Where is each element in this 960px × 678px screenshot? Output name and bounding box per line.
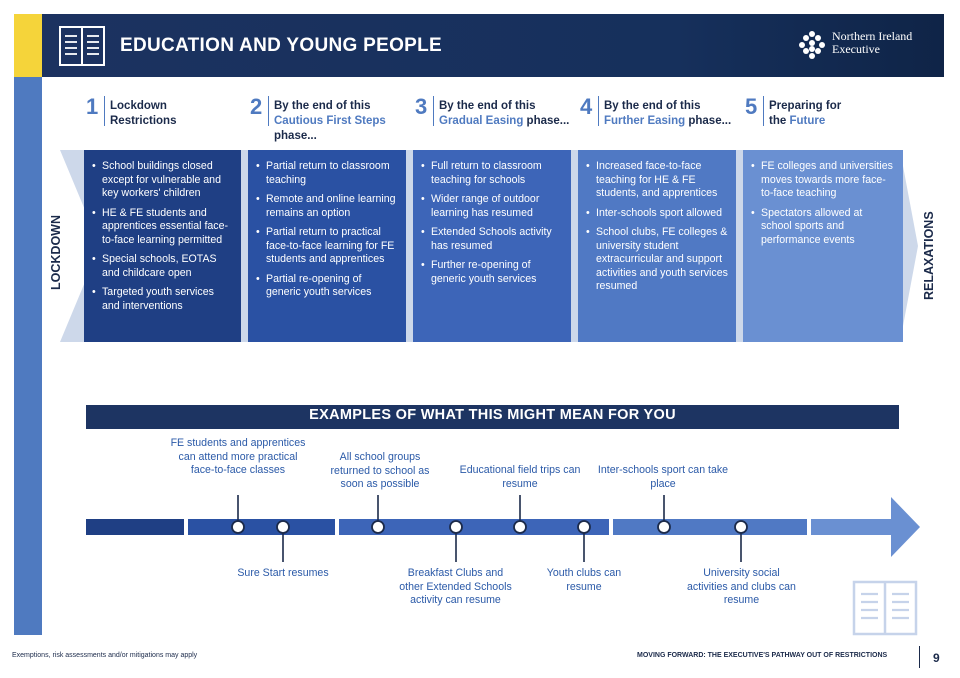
svg-text:RELAXATIONS: RELAXATIONS	[922, 211, 936, 300]
phase-divider	[268, 96, 269, 126]
phase-title-line	[769, 114, 841, 129]
phase-header-1	[86, 96, 241, 142]
faded-book-icon	[852, 580, 918, 636]
timeline-segment-5	[811, 519, 891, 535]
list-item: • Wider range of outdoor learning has resumed	[431, 193, 563, 220]
timeline-segment-2	[188, 519, 335, 535]
phase-panel-5	[743, 150, 903, 342]
timeline	[86, 492, 926, 564]
list-item: • HE & FE students and apprentices essential face-to-face learning permitted	[102, 207, 233, 248]
phase-title	[274, 99, 386, 144]
page-title: EDUCATION AND YOUNG PEOPLE	[120, 35, 443, 56]
phase-header-5	[745, 96, 900, 142]
phase-list	[248, 150, 406, 300]
list-item: • Full return to classroom teaching for schools	[431, 160, 563, 187]
timeline-segment-4	[613, 519, 807, 535]
phase-title-line: Preparing for	[769, 100, 842, 112]
phase-divider	[433, 96, 434, 126]
phase-title-line	[439, 114, 569, 129]
list-item: • Further re-opening of generic youth services	[431, 259, 563, 286]
phase-title-line: By the end of this	[439, 100, 536, 112]
logo-text	[832, 30, 912, 56]
timeline-note-below: Sure Start resumes	[237, 567, 329, 579]
timeline-segment-1	[86, 519, 184, 535]
lockdown-label	[47, 206, 65, 296]
timeline-marker	[658, 521, 670, 533]
list-item: • Special schools, EOTAS and childcare open	[102, 253, 233, 280]
list-item: • Partial return to classroom teaching	[266, 160, 398, 187]
footer-divider	[919, 646, 920, 668]
timeline-marker	[578, 521, 590, 533]
timeline-note-above: FE students and apprentices can attend more practical face-to-face classes	[170, 437, 306, 476]
timeline-arrowhead	[891, 497, 920, 557]
book-icon	[58, 25, 106, 67]
phase-panel-2	[248, 150, 406, 342]
phase-panel-1	[84, 150, 241, 342]
timeline-marker	[232, 521, 244, 533]
relaxations-label	[920, 194, 938, 304]
phase-title	[769, 99, 841, 129]
phase-header-4	[580, 96, 740, 142]
list-item: • Remote and online learning remains an option	[266, 193, 398, 220]
phase-title	[439, 99, 569, 129]
phase-number: 3	[415, 94, 428, 119]
phase-number: 5	[745, 94, 758, 119]
phase-title-line: phase...	[274, 130, 317, 142]
header-accent-bar	[14, 14, 42, 77]
phase-title-suffix: phase...	[523, 115, 570, 127]
timeline-note-above: All school groups returned to school as soon as possible	[330, 451, 430, 490]
timeline-marker	[450, 521, 462, 533]
timeline-note-below: Youth clubs can resume	[546, 567, 622, 593]
phase-title-line: Lockdown	[110, 100, 167, 112]
phase-title	[110, 99, 176, 129]
phase-title-prefix: the	[769, 115, 790, 127]
timeline-marker	[372, 521, 384, 533]
relaxations-label-wrap	[920, 194, 938, 309]
phase-list	[413, 150, 571, 286]
lockdown-label-wrap	[47, 206, 65, 301]
list-item: • FE colleges and universities moves towards more face-to-face teaching	[761, 160, 895, 201]
phase-header-3	[415, 96, 575, 142]
phase-title-line: By the end of this	[604, 100, 701, 112]
phase-title-line: Restrictions	[110, 115, 177, 127]
svg-text:LOCKDOWN: LOCKDOWN	[49, 215, 63, 290]
phase-divider	[763, 96, 764, 126]
logo-line-2: Executive	[832, 42, 880, 56]
footer-document-title: MOVING FORWARD: THE EXECUTIVE'S PATHWAY OUT OF RESTRICTIONS	[637, 652, 888, 659]
phase-title-line	[274, 114, 386, 129]
phase-list	[578, 150, 736, 294]
timeline-marker	[277, 521, 289, 533]
phase-title-line: By the end of this	[274, 100, 371, 112]
list-item: • Spectators allowed at school sports and performance events	[761, 207, 895, 248]
footer-disclaimer: Exemptions, risk assessments and/or mitigations may apply	[12, 652, 198, 659]
timeline-note-below: University social activities and clubs can resume	[687, 567, 796, 606]
list-item: • Partial re-opening of generic youth services	[266, 273, 398, 300]
list-item: • Targeted youth services and interventions	[102, 286, 233, 313]
phase-panel-3	[413, 150, 571, 342]
timeline-note-below: Breakfast Clubs and other Extended Schools activity can resume	[399, 567, 512, 606]
list-item: • School buildings closed except for vulnerable and key workers' children	[102, 160, 233, 201]
phase-highlight: Future	[789, 115, 826, 127]
phase-title-suffix: phase...	[685, 115, 732, 127]
phase-highlight: Cautious First Steps	[274, 115, 386, 127]
list-item: • School clubs, FE colleges & university student extracurricular and support activities and youth services resumed	[596, 226, 728, 294]
timeline-note-above: Inter-schools sport can take place	[597, 464, 729, 490]
timeline-marker	[514, 521, 526, 533]
timeline-note-above: Educational field trips can resume	[459, 464, 581, 490]
list-item: • Increased face-to-face teaching for HE & FE students, and apprentices	[596, 160, 728, 201]
phase-list	[84, 150, 241, 313]
phase-highlight: Gradual Easing	[439, 115, 524, 127]
phase-list	[743, 150, 903, 247]
phase-header-2	[250, 96, 410, 142]
list-item: • Inter-schools sport allowed	[596, 207, 728, 221]
phase-panel-4	[578, 150, 736, 342]
phase-highlight: Further Easing	[604, 115, 686, 127]
phase-title-line	[604, 114, 731, 129]
phase-number: 1	[86, 94, 99, 119]
timeline-marker	[735, 521, 747, 533]
list-item: • Partial return to practical face-to-face learning for FE students and apprentices	[266, 226, 398, 267]
phase-divider	[104, 96, 105, 126]
logo-line-1: Northern Ireland	[832, 29, 913, 43]
left-side-band	[14, 77, 42, 635]
phase-number: 2	[250, 94, 263, 119]
phase-divider	[598, 96, 599, 126]
examples-title: EXAMPLES OF WHAT THIS MIGHT MEAN FOR YOU	[309, 407, 676, 423]
phase-title	[604, 99, 731, 129]
page-number: 9	[933, 651, 940, 665]
list-item: • Extended Schools activity has resumed	[431, 226, 563, 253]
phase-number: 4	[580, 94, 593, 119]
